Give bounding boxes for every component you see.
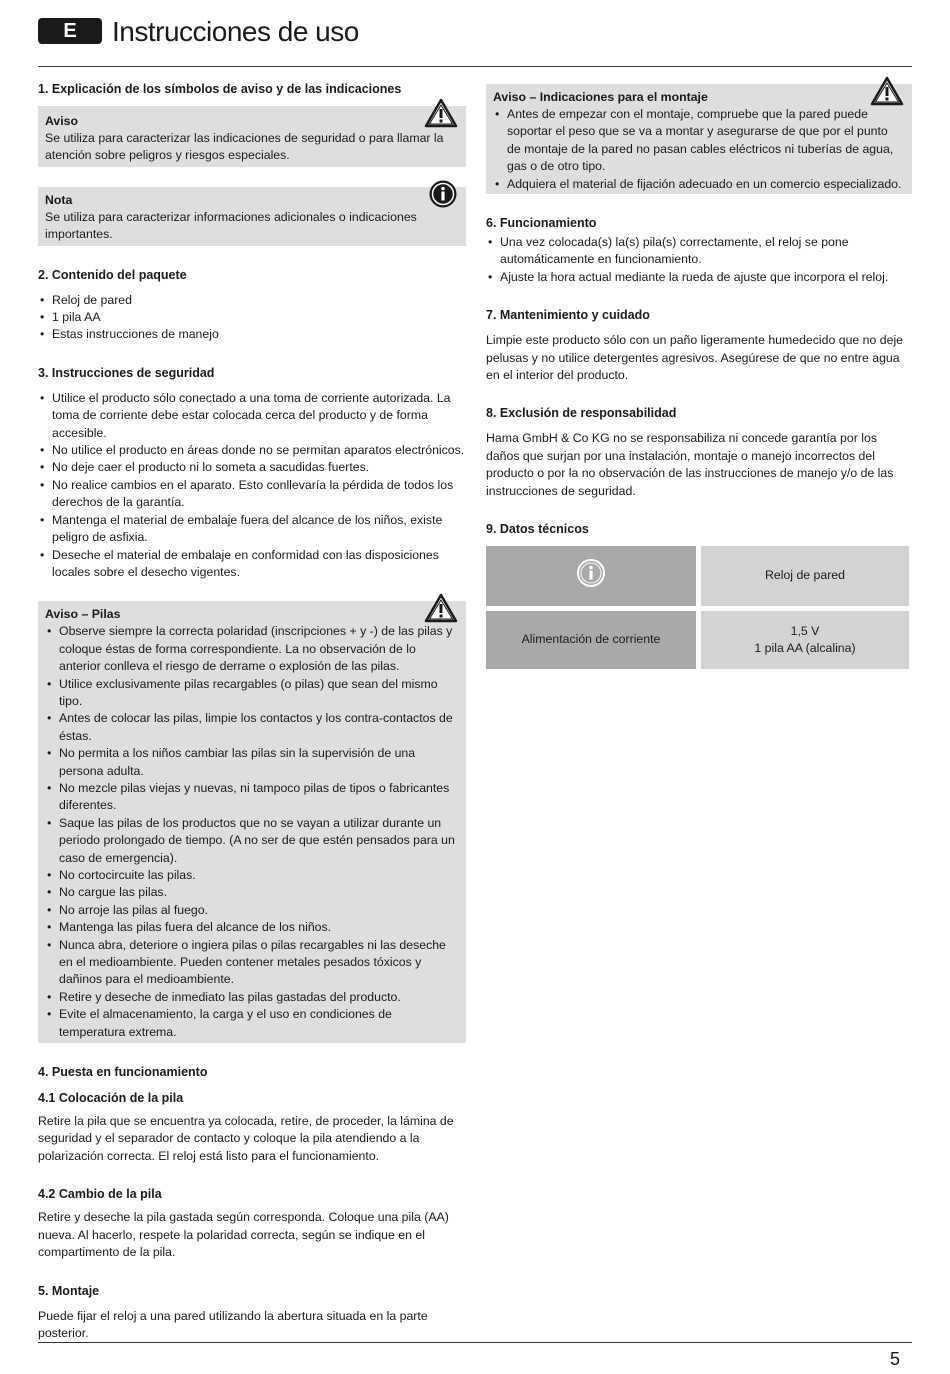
list-item: • Saque las pilas de los productos que no se vayan a utilizar durante un periodo prolongado de tiempo. (A no ser de que estén pensados para un caso de emergencia). [45, 815, 458, 867]
safety-list [38, 390, 466, 581]
section-4-1-text: Retire la pila que se encuentra ya colocada, retire, de proceder, la lámina de seguridad y el separador de contacto y coloque la pila atendiendo a la polarización correcta. El reloj está listo para el funcionamiento. [38, 1114, 454, 1163]
section-4-title: 4. Puesta en funcionamiento [38, 1065, 208, 1080]
list-item: • Retire y deseche de inmediato las pilas gastadas del producto. [45, 989, 458, 1006]
page-number: 5 [889, 1349, 900, 1369]
section-9-title: 9. Datos técnicos [486, 522, 589, 537]
montaje-warning-title: Aviso – Indicaciones para el montaje [493, 90, 708, 104]
section-4-2-title: 4.2 Cambio de la pila [38, 1187, 162, 1202]
list-item: • Nunca abra, deteriore o ingiera pilas o pilas recargables ni las deseche en el medioambiente. Pueden contener metales pesados tóxicos y dañinos para el medioambiente. [45, 937, 458, 989]
tech-data-table [486, 546, 912, 669]
aviso-text: Se utiliza para caracterizar las indicaciones de seguridad o para llamar la atención sobre peligros y riesgos especiales. [45, 131, 444, 163]
table-row-label: Alimentación de corriente [486, 611, 696, 669]
list-item: • Utilice exclusivamente pilas recargables (o pilas) que sean del mismo tipo. [45, 676, 458, 711]
section-4-1-title: 4.1 Colocación de la pila [38, 1091, 184, 1106]
pilas-list [45, 623, 458, 1041]
warning-icon [870, 76, 904, 106]
list-item: • Una vez colocada(s) la(s) pila(s) correctamente, el reloj se pone automáticamente en funcionamiento. [486, 234, 912, 269]
section-8-title: 8. Exclusión de responsabilidad [486, 406, 677, 421]
right-column [486, 84, 912, 669]
pilas-warning-title: Aviso – Pilas [45, 607, 121, 622]
list-item: • Mantenga las pilas fuera del alcance de los niños. [45, 919, 458, 936]
list-item: • Deseche el material de embalaje en conformidad con las disposiciones locales sobre el desecho vigentes. [38, 547, 466, 582]
list-item: • Reloj de pared [38, 292, 466, 309]
language-badge: E [38, 18, 102, 44]
list-item: • Utilice el producto sólo conectado a una toma de corriente autorizada. La toma de corriente debe estar colocada cerca del producto y de forma accesible. [38, 390, 466, 442]
list-item: • Evite el almacenamiento, la carga y el uso en condiciones de temperatura extrema. [45, 1006, 458, 1041]
table-header-product: Reloj de pared [701, 546, 909, 606]
table-header-icon-cell [486, 546, 696, 606]
function-list [486, 234, 912, 286]
list-item: • Mantenga el material de embalaje fuera del alcance de los niños, existe peligro de asfixia. [38, 512, 466, 547]
aviso-title: Aviso [45, 114, 79, 128]
list-item: • No utilice el producto en áreas donde no se permitan aparatos electrónicos. [38, 442, 466, 459]
warning-icon [424, 593, 458, 623]
pilas-warning-box [38, 601, 466, 1043]
list-item: • No realice cambios en el aparato. Esto conllevaría la pérdida de todos los derechos de la garantía. [38, 477, 466, 512]
nota-box [38, 187, 466, 246]
section-8-text: Hama GmbH & Co KG no se responsabiliza ni concede garantía por los daños que surjan por una instalación, montaje o manejo incorrectos del producto o por la no observación de las instrucciones de manejo y/o de las instrucciones de seguridad. [486, 431, 894, 498]
voltage-value: 1,5 V [790, 623, 820, 638]
page-header [38, 14, 912, 67]
info-icon [428, 179, 458, 209]
section-1-title: 1. Explicación de los símbolos de aviso y de las indicaciones [38, 82, 402, 96]
list-item: • Ajuste la hora actual mediante la rueda de ajuste que incorpora el reloj. [486, 269, 912, 286]
montaje-warning-box [486, 84, 912, 194]
list-item: • Observe siempre la correcta polaridad (inscripciones + y -) de las pilas y coloque éstas de forma correspondiente. La no observación de lo anterior conlleva el riesgo de derrame o explosión de las pilas. [45, 623, 458, 675]
list-item: • No deje caer el producto ni lo someta a sacudidas fuertes. [38, 459, 466, 476]
info-icon [576, 558, 606, 593]
list-item: • Adquiera el material de fijación adecuado en un comercio especializado. [493, 176, 904, 193]
nota-title: Nota [45, 192, 73, 207]
page-title: Instrucciones de uso [112, 16, 359, 47]
aviso-box [38, 106, 466, 167]
list-item: • No cargue las pilas. [45, 884, 458, 901]
table-row-value [701, 611, 909, 669]
list-item: • Antes de empezar con el montaje, compruebe que la pared puede soportar el peso que se va a montar y asegurarse de que por el punto de montaje de la pared no pasan cables eléctricos ni tuberías de agua, gas o de otro tipo. [493, 106, 904, 176]
section-5-title: 5. Montaje [38, 1283, 100, 1298]
section-4-2-text: Retire y deseche la pila gastada según corresponda. Coloque una pila (AA) nueva. Al hacerlo, respete la polaridad correcta, según se indique en el compartimento de la pila. [38, 1210, 449, 1260]
battery-value: 1 pila AA (alcalina) [754, 641, 856, 656]
page-footer [38, 1342, 912, 1369]
package-contents-list [38, 292, 466, 344]
list-item: • Antes de colocar las pilas, limpie los contactos y los contra-contactos de éstas. [45, 710, 458, 745]
list-item: • No cortocircuite las pilas. [45, 867, 458, 884]
nota-text: Se utiliza para caracterizar informaciones adicionales o indicaciones importantes. [45, 209, 417, 242]
left-column [38, 80, 466, 1342]
montaje-warning-list [493, 106, 904, 193]
list-item: • Estas instrucciones de manejo [38, 326, 466, 343]
section-6-title: 6. Funcionamiento [486, 216, 597, 231]
list-item: • No mezcle pilas viejas y nuevas, ni tampoco pilas de tipos o fabricantes diferentes. [45, 780, 458, 815]
list-item: • No permita a los niños cambiar las pilas sin la supervisión de una persona adulta. [45, 745, 458, 780]
section-2-title: 2. Contenido del paquete [38, 267, 187, 282]
section-7-title: 7. Mantenimiento y cuidado [486, 308, 650, 323]
warning-icon [424, 98, 458, 128]
list-item: • No arroje las pilas al fuego. [45, 902, 458, 919]
section-5-text: Puede fijar el reloj a una pared utilizando la abertura situada en la parte posterior. [38, 1308, 428, 1340]
section-3-title: 3. Instrucciones de seguridad [38, 365, 215, 380]
list-item: • 1 pila AA [38, 309, 466, 326]
section-7-text: Limpie este producto sólo con un paño ligeramente humedecido que no deje pelusas y no utilice detergentes agresivos. Asegúrese de que no entre agua en el interior del producto. [486, 333, 904, 383]
